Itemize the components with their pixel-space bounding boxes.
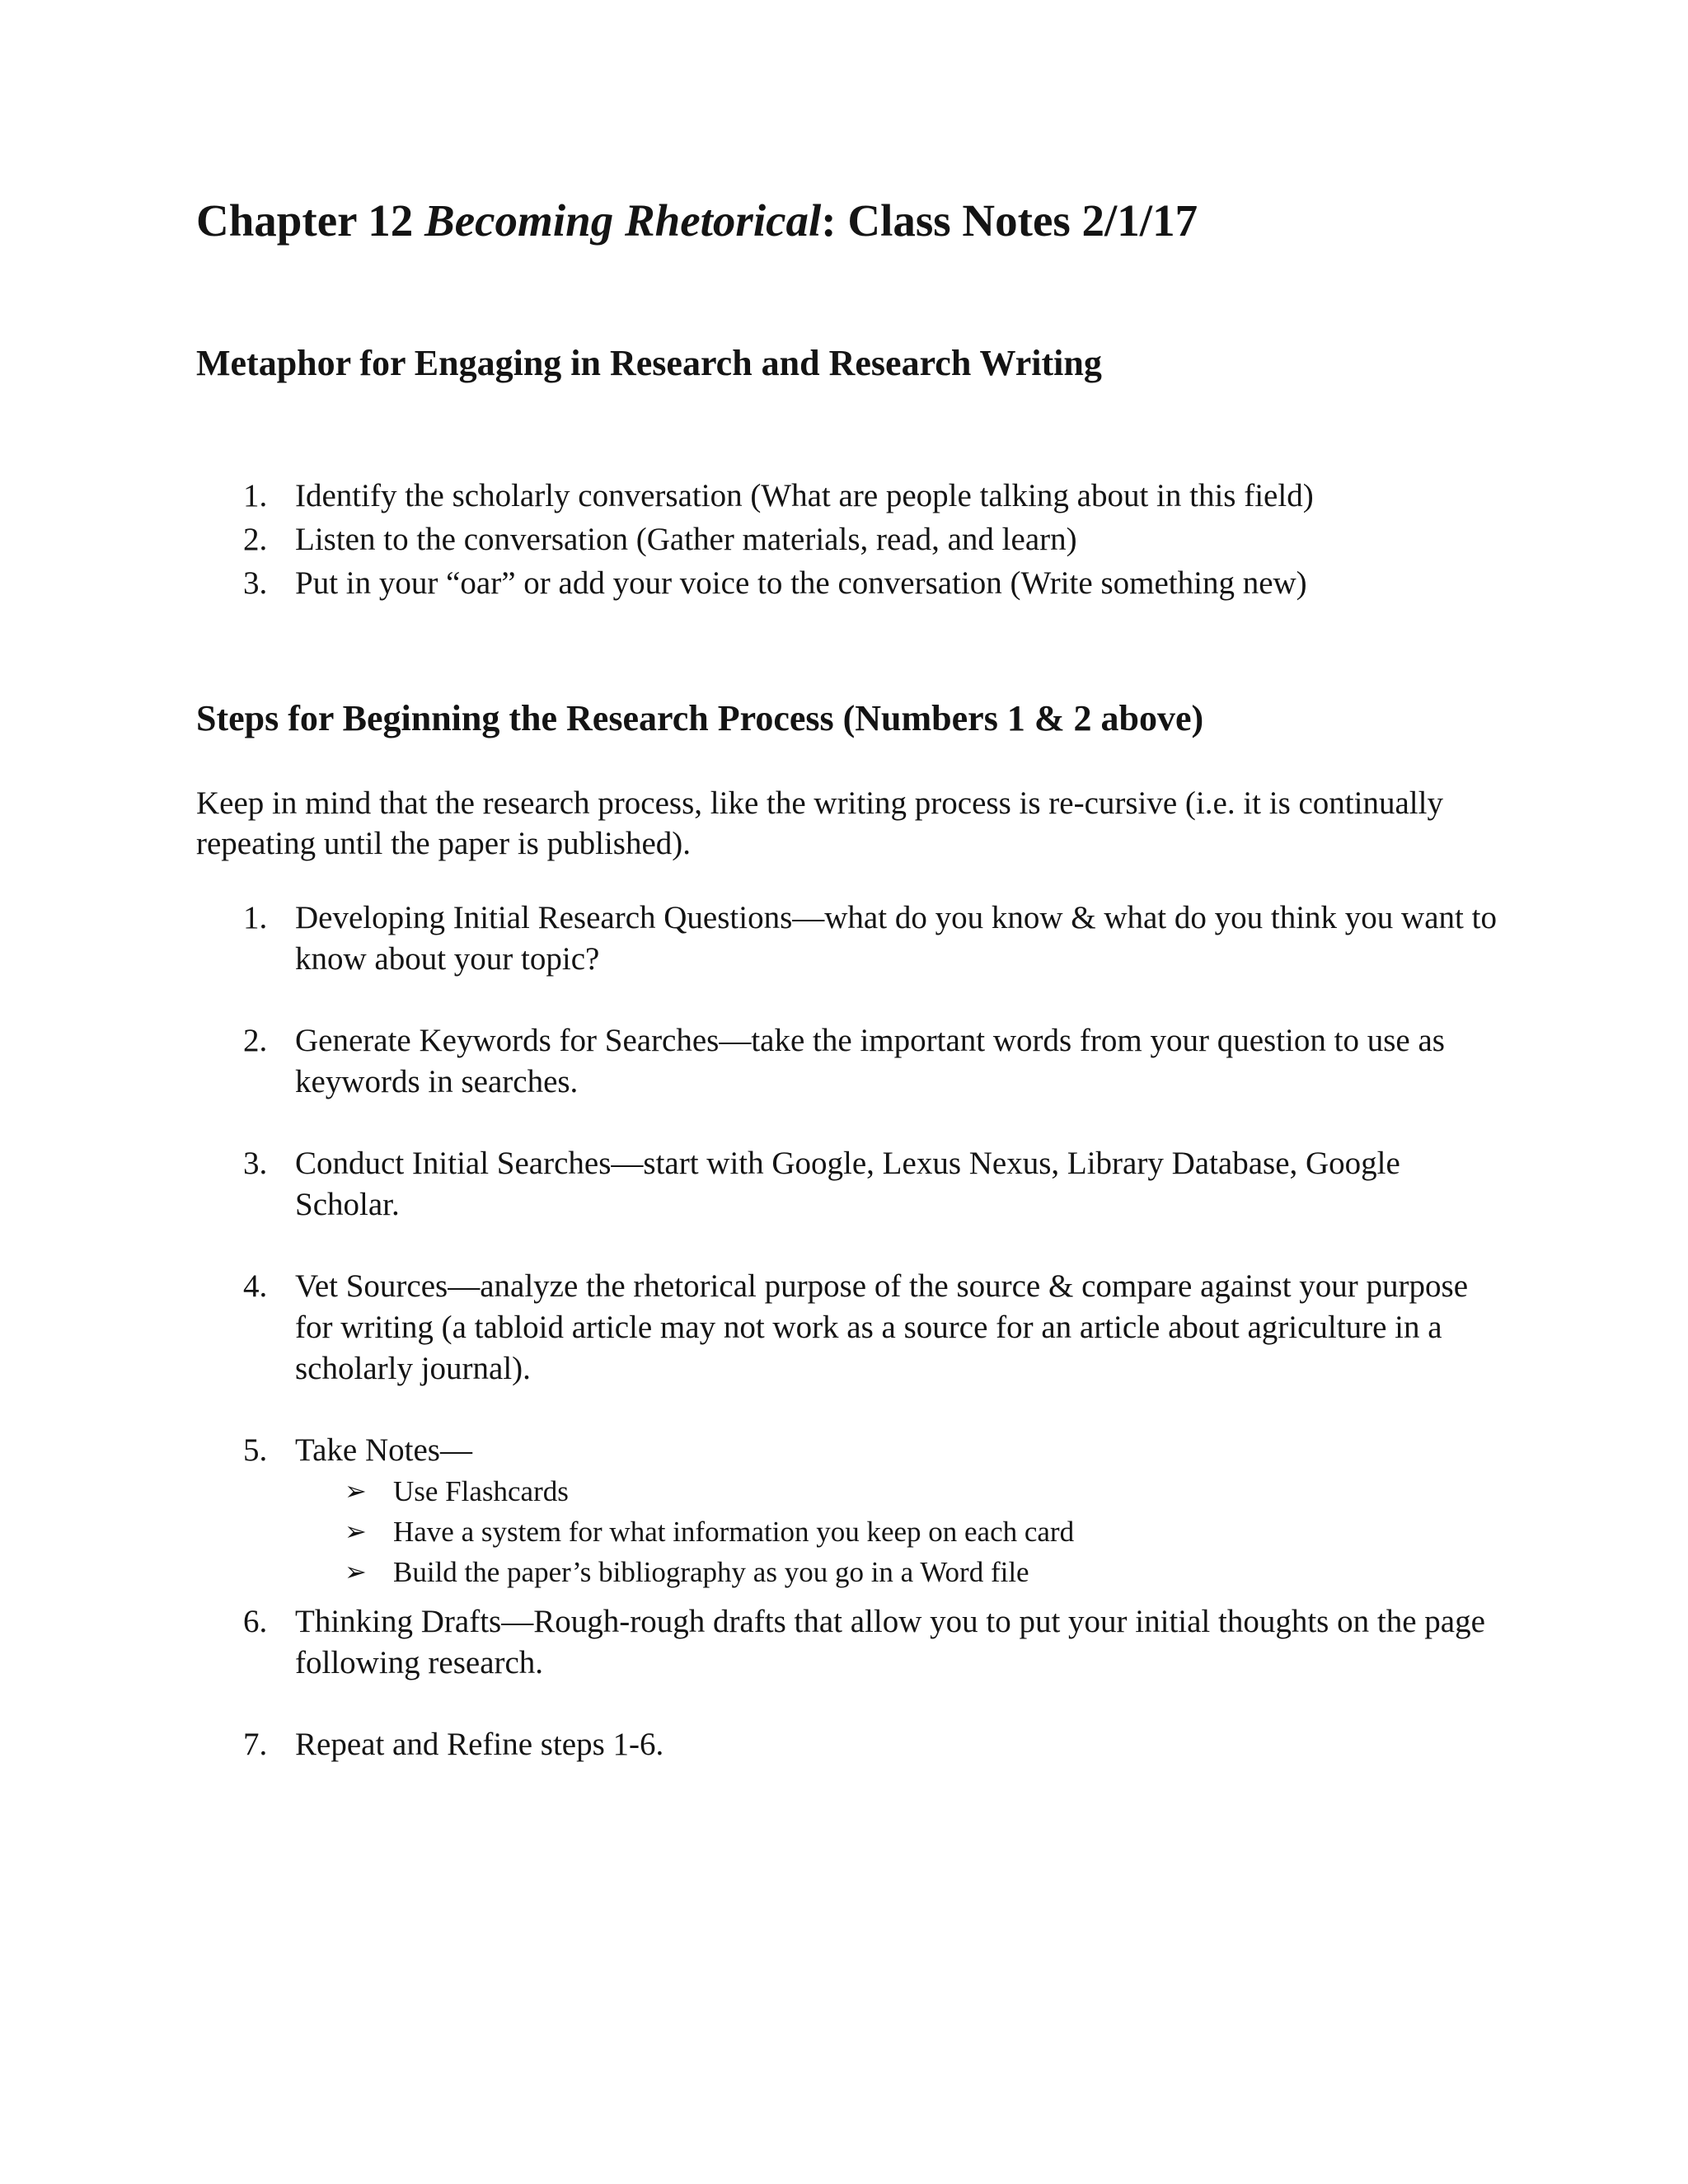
list-text: Generate Keywords for Searches—take the important words from your question to use as keywords in searches. <box>295 1023 1445 1099</box>
list-text: Identify the scholarly conversation (What are people talking about in this field) <box>295 478 1314 513</box>
list-item <box>0 1020 1688 1103</box>
list-item <box>0 476 1688 519</box>
intro-paragraph: Keep in mind that the research process, like the writing process is re-cursive (i.e. it is continually repeating until the paper is published). <box>196 785 1443 861</box>
bullet-text: Build the paper’s bibliography as you go in a Word file <box>393 1556 1029 1588</box>
bullet-item <box>0 1471 1688 1511</box>
list-item <box>0 563 1688 607</box>
section-heading-metaphor: Metaphor for Engaging in Research and Research Writing <box>196 343 1102 383</box>
list-number: 4. <box>243 1268 268 1304</box>
list-number: 1. <box>243 478 268 513</box>
list-number: 3. <box>243 1146 268 1181</box>
bullet-item <box>0 1511 1688 1552</box>
section-heading-steps: Steps for Beginning the Research Process (Numbers 1 & 2 above) <box>196 698 1204 738</box>
list-number: 5. <box>243 1432 268 1468</box>
list-number: 1. <box>243 900 268 935</box>
list-number: 2. <box>243 1023 268 1058</box>
list-text: Thinking Drafts—Rough-rough drafts that allow you to put your initial thoughts on the page following research. <box>295 1604 1485 1680</box>
list-text: Conduct Initial Searches—start with Google, Lexus Nexus, Library Database, Google Scholar. <box>295 1146 1400 1222</box>
list-number: 6. <box>243 1604 268 1639</box>
list-text: Repeat and Refine steps 1-6. <box>295 1727 664 1762</box>
list-item <box>0 1724 1688 1765</box>
list-item <box>0 519 1688 563</box>
steps-list <box>0 898 1688 1765</box>
list-item <box>0 1266 1688 1390</box>
bullet-text: Have a system for what information you keep on each card <box>393 1516 1075 1548</box>
title-book-name: Becoming Rhetorical <box>424 195 822 246</box>
list-text: Put in your “oar” or add your voice to the conversation (Write something new) <box>295 565 1307 601</box>
bullet-item <box>0 1552 1688 1592</box>
take-notes-bullets <box>0 1471 1688 1592</box>
arrowhead-bullet-icon: ➢ <box>345 1476 367 1506</box>
arrowhead-bullet-icon: ➢ <box>345 1516 367 1546</box>
list-text: Developing Initial Research Questions—what do you know & what do you think you want to know about your topic? <box>295 900 1497 977</box>
list-text: Listen to the conversation (Gather materials, read, and learn) <box>295 522 1077 557</box>
title-prefix: Chapter 12 <box>196 195 425 246</box>
list-text: Vet Sources—analyze the rhetorical purpose of the source & compare against your purpose for writing (a tabloid article may not work as a source for an article about agriculture in a scholarly journal). <box>295 1268 1469 1386</box>
arrowhead-bullet-icon: ➢ <box>345 1557 367 1586</box>
list-number: 2. <box>243 522 268 557</box>
list-item <box>0 1601 1688 1684</box>
list-item <box>0 898 1688 980</box>
title-suffix: : Class Notes 2/1/17 <box>821 195 1198 246</box>
bullet-text: Use Flashcards <box>393 1475 569 1507</box>
list-number: 7. <box>243 1727 268 1762</box>
metaphor-list <box>0 476 1688 607</box>
list-text: Take Notes— <box>295 1432 472 1468</box>
page-title <box>196 194 1198 247</box>
list-item <box>0 1430 1688 1592</box>
list-item <box>0 1143 1688 1226</box>
list-number: 3. <box>243 565 268 601</box>
